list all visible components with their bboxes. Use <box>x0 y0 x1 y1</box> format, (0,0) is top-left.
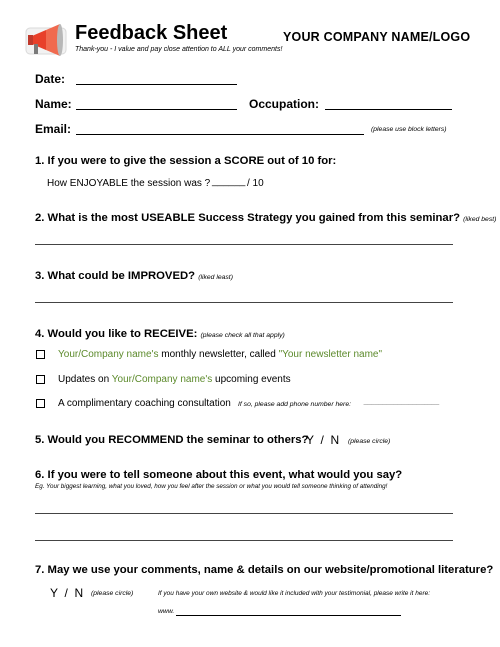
permission-note: (please circle) <box>91 590 134 597</box>
score-field[interactable]: ______ <box>212 176 246 187</box>
question-3-text: 3. What could be IMPROVED? <box>35 270 196 282</box>
events-post: upcoming events <box>215 374 291 385</box>
newsletter-checkbox[interactable] <box>36 350 45 359</box>
newsletter-company: Your/Company name's <box>58 349 159 360</box>
date-field[interactable] <box>76 84 237 85</box>
website-field[interactable] <box>176 615 401 616</box>
megaphone-icon <box>24 20 68 60</box>
question-2-text: 2. What is the most USEABLE Success Strategy you gained from this seminar? <box>35 212 460 224</box>
question-4-note: (please check all that apply) <box>200 332 285 339</box>
question-5: 5. Would you RECOMMEND the seminar to others? <box>35 434 309 446</box>
question-2-note: (liked best) <box>463 216 497 223</box>
company-name: YOUR COMPANY NAME/LOGO <box>283 30 471 44</box>
website-hint: If you have your own website & would like it included with your testimonial, please write it here: <box>158 590 431 597</box>
name-label: Name: <box>35 97 72 111</box>
score-out-of: / 10 <box>247 178 264 189</box>
permission-yes-no[interactable]: Y / N <box>50 586 84 600</box>
events-pre: Updates on <box>58 374 110 385</box>
score-prompt: How ENJOYABLE the session was ? <box>47 178 211 189</box>
date-label: Date: <box>35 72 66 86</box>
newsletter-name: "Your newsletter name" <box>278 349 383 360</box>
occupation-label: Occupation: <box>249 97 320 111</box>
events-option <box>58 374 291 385</box>
name-field[interactable] <box>76 109 237 110</box>
newsletter-option <box>58 349 382 360</box>
answer-line-3[interactable] <box>35 302 453 303</box>
newsletter-text: monthly newsletter, called <box>161 349 276 360</box>
answer-line-2[interactable] <box>35 244 453 245</box>
occupation-field[interactable] <box>325 109 452 110</box>
email-hint: (please use block letters) <box>371 126 447 133</box>
question-6-hint: Eg. Your biggest learning, what you loved, how you feel after the session or what you would tell someone thinking of attending! <box>35 483 388 490</box>
phone-field[interactable]: ____________________ <box>364 399 440 406</box>
events-company: Your/Company name's <box>111 374 213 385</box>
question-4 <box>35 328 285 340</box>
page-title: Feedback Sheet <box>75 22 228 44</box>
answer-line-6b[interactable] <box>35 540 453 541</box>
www-label: www. <box>158 608 175 615</box>
question-3 <box>35 270 233 282</box>
question-1: 1. If you were to give the session a SCORE out of 10 for: <box>35 155 337 167</box>
question-2 <box>35 212 496 224</box>
recommend-yes-no[interactable]: Y / N <box>306 433 340 447</box>
answer-line-6a[interactable] <box>35 513 453 514</box>
consultation-option: A complimentary coaching consultation <box>58 398 231 409</box>
question-4-text: 4. Would you like to RECEIVE: <box>35 328 198 340</box>
question-7: 7. May we use your comments, name & details on our website/promotional literature? <box>35 564 494 576</box>
email-field[interactable] <box>76 134 364 135</box>
email-label: Email: <box>35 122 72 136</box>
phone-hint: If so, please add phone number here: <box>238 401 351 408</box>
consultation-checkbox[interactable] <box>36 399 45 408</box>
recommend-note: (please circle) <box>348 438 391 445</box>
events-checkbox[interactable] <box>36 375 45 384</box>
logo <box>24 20 68 60</box>
question-6: 6. If you were to tell someone about this event, what would you say? <box>35 469 403 481</box>
question-3-note: (liked least) <box>198 274 233 281</box>
thank-you-note: Thank-you - I value and pay close attention to ALL your comments! <box>75 46 283 53</box>
